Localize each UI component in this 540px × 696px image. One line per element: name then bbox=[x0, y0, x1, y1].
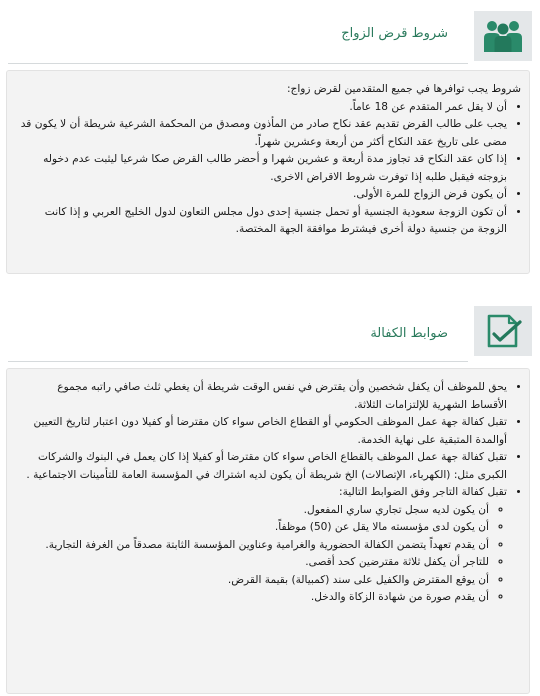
guarantee-card bbox=[6, 368, 530, 694]
marriage-loan-list bbox=[19, 99, 521, 239]
marriage-loan-title: شروط قرض الزواج bbox=[341, 26, 448, 41]
guarantee-icon-box bbox=[474, 306, 532, 356]
sub-list-item: ◦ أن يوقع المقترض والكفيل على سند (كمبيالة) بقيمة القرض. bbox=[19, 572, 489, 590]
sub-list-item: ◦ أن يكون لديه سجل تجاري ساري المفعول. bbox=[19, 502, 489, 520]
guarantee-title: ضوابط الكفالة bbox=[370, 326, 448, 341]
list-item: • يجب على طالب القرض تقديم عقد نكاح صادر من المأذون ومصدق من المحكمة الشرعية شريطة أن لا يكون قد مضى على تاريخ عقد النكاح أكثر من أربعة وعشرين شهراً. bbox=[19, 116, 507, 151]
people-icon bbox=[481, 18, 525, 54]
sub-list-item: ◦ أن يقدم صورة من شهادة الزكاة والدخل. bbox=[19, 589, 489, 607]
marriage-loan-icon-box bbox=[474, 11, 532, 61]
marriage-loan-intro: شروط يجب توافرها في جميع المتقدمين لقرض زواج: bbox=[286, 83, 521, 95]
document-check-icon bbox=[483, 312, 523, 350]
list-item-merchant bbox=[19, 484, 507, 607]
list-item: • تقبل كفالة جهة عمل الموظف الحكومي أو القطاع الخاص سواء كان مقترضا أو كفيلا دون اعتبار لتاريخ التعيين أوالمدة المتبقية على نهاية الخدمة. bbox=[19, 414, 507, 449]
list-item: • تقبل كفالة جهة عمل الموظف بالقطاع الخاص سواء كان مقترضا أو كفيلا إذا كان يعمل في البنوك والشركات الكبرى مثل: (الكهرباء، الإتصالات) الخ شريطة أن يكون لديه اشتراك في المؤسسة العامة للتأمينات الاجتماعية . bbox=[19, 449, 507, 484]
merchant-conditions-label: تقبل كفالة التاجر وفق الضوابط التالية: bbox=[339, 486, 507, 498]
list-item: • أن تكون الزوجة سعودية الجنسية أو تحمل جنسية إحدى دول مجلس التعاون لدول الخليج العربي و إذا كانت الزوجة من جنسية دولة أخرى فيشترط موافقة الجهة المختصة. bbox=[19, 204, 507, 239]
guarantee-list bbox=[19, 379, 521, 607]
guarantee-divider bbox=[8, 361, 468, 362]
marriage-loan-header bbox=[0, 6, 540, 66]
marriage-loan-divider bbox=[8, 63, 468, 64]
list-item: • أن يكون قرض الزواج للمرة الأولى. bbox=[19, 186, 507, 204]
merchant-conditions-list bbox=[19, 502, 507, 607]
sub-list-item: ◦ أن يقدم تعهداً يتضمن الكفالة الحضورية والغرامية وعناوين المؤسسة الثابتة مصدقاً من الغرفة التجارية. bbox=[19, 537, 489, 555]
sub-list-item: ◦ للتاجر أن يكفل ثلاثة مقترضين كحد أقصى. bbox=[19, 554, 489, 572]
sub-list-item: ◦ أن يكون لدى مؤسسته مالا يقل عن (50) موظفاً. bbox=[19, 519, 489, 537]
list-item: • يحق للموظف أن يكفل شخصين وأن يقترض في نفس الوقت شريطة أن يغطي ثلث صافي راتبه مجموع الأقساط الشهرية للإلتزامات الثلاثة. bbox=[19, 379, 507, 414]
list-item: • إذا كان عقد النكاح قد تجاوز مدة أربعة و عشرين شهرا و أحضر طالب القرض صكا شرعيا ليثبت عدم دخوله بزوجته فيقبل طلبه إذا توفرت شروط الاقراض الاخرى. bbox=[19, 151, 507, 186]
marriage-loan-card bbox=[6, 70, 530, 274]
list-item: • أن لا يقل عمر المتقدم عن 18 عاماً. bbox=[19, 99, 507, 117]
guarantee-header bbox=[0, 300, 540, 364]
